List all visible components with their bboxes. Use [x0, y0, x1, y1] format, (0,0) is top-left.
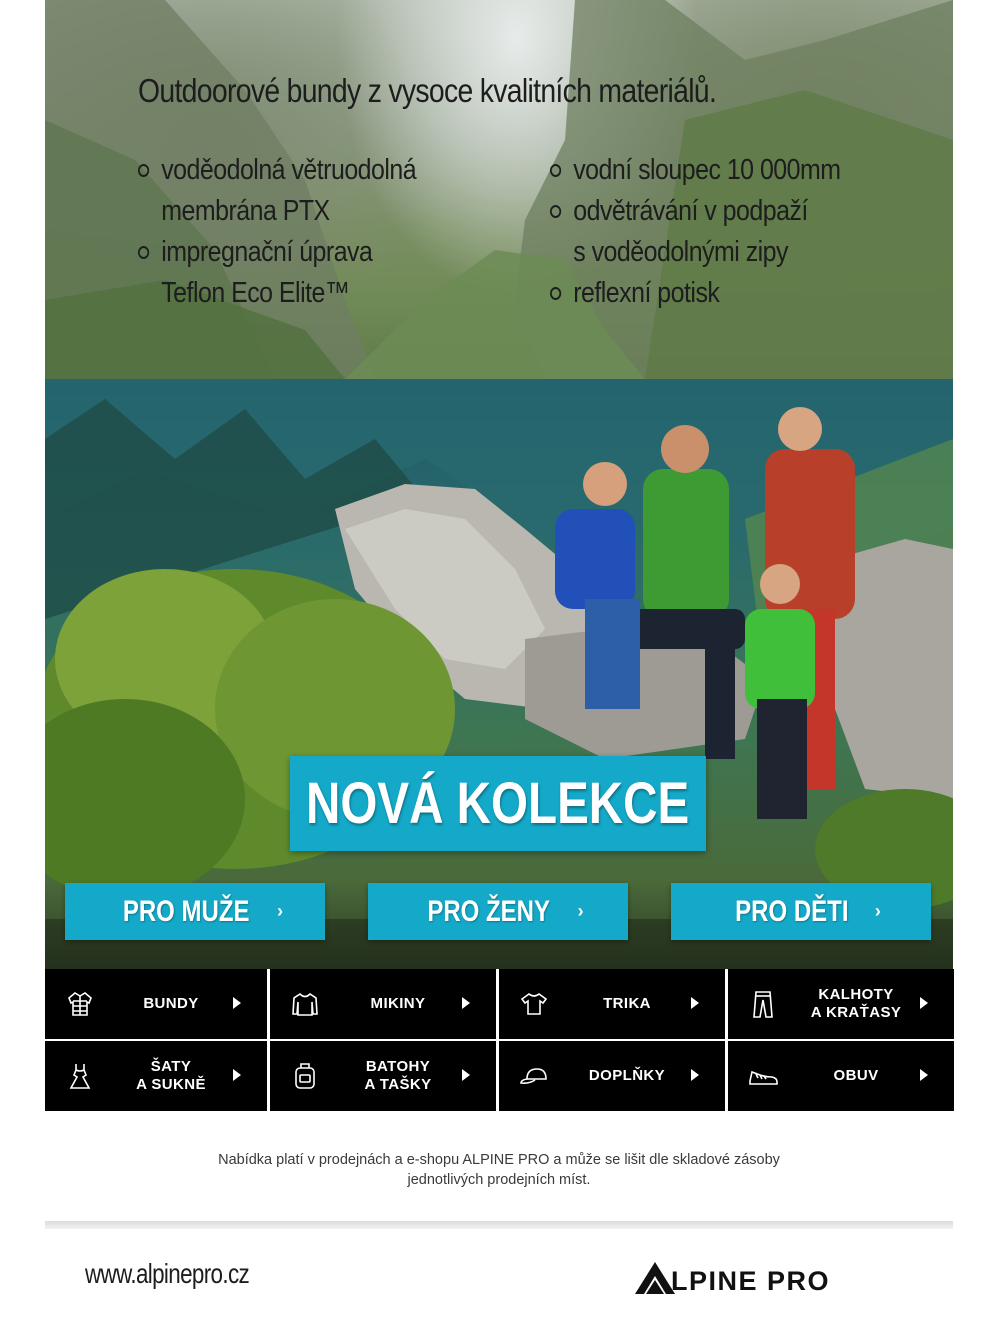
category-sweatshirts[interactable] [270, 969, 496, 1039]
category-label: OBUV [833, 1067, 879, 1084]
category-footwear[interactable] [728, 1041, 954, 1111]
cta-women-button[interactable] [368, 883, 628, 940]
category-dresses-skirts[interactable] [45, 1041, 267, 1111]
chevron-right-icon: › [874, 901, 881, 921]
shoe-icon [748, 1061, 778, 1091]
feature-item [550, 150, 841, 191]
alpine-pro-logo[interactable] [635, 1258, 920, 1298]
family-hiking-photo [45, 379, 953, 969]
feature-line: membrána PTX [161, 195, 330, 227]
category-label: BATOHY A TAŠKY [364, 1058, 432, 1093]
disclaimer-line: Nabídka platí v prodejnách a e-shopu ALPINE PRO a může se lišit dle skladové zásoby [218, 1152, 780, 1168]
feature-item [550, 191, 841, 273]
cta-label: PRO ŽENY [427, 894, 551, 928]
chevron-right-icon: › [277, 901, 284, 921]
feature-list-right [550, 150, 888, 314]
pants-icon [748, 989, 778, 1019]
new-collection-banner [290, 756, 706, 851]
sweatshirt-icon [290, 989, 320, 1019]
footer-divider [45, 1221, 953, 1229]
feature-line: vodní sloupec 10 000mm [573, 154, 841, 186]
hero-features-section [45, 0, 953, 379]
feature-line: s voděodolnými zipy [573, 236, 788, 268]
category-label: TRIKA [603, 995, 651, 1012]
category-backpacks-bags[interactable] [270, 1041, 496, 1111]
feature-line: odvětrávání v podpaží [573, 195, 808, 227]
caret-right-icon [462, 1069, 470, 1081]
chevron-right-icon: › [577, 901, 584, 921]
category-accessories[interactable] [499, 1041, 725, 1111]
new-collection-title: NOVÁ KOLEKCE [306, 771, 690, 836]
feature-item [550, 273, 841, 314]
category-label: DOPLŇKY [588, 1067, 666, 1084]
category-label: KALHOTY A KRAŤASY [810, 986, 902, 1021]
caret-right-icon [462, 997, 470, 1009]
category-tshirts[interactable] [499, 969, 725, 1039]
cta-men-button[interactable] [65, 883, 325, 940]
dress-icon [65, 1061, 95, 1091]
category-label: MIKINY [370, 995, 426, 1012]
feature-line: Teflon Eco Elite™ [161, 277, 350, 309]
feature-list-left [138, 150, 461, 314]
category-pants-shorts[interactable] [728, 969, 954, 1039]
caret-right-icon [920, 997, 928, 1009]
offer-disclaimer [45, 1150, 953, 1194]
category-label: BUNDY [143, 995, 199, 1012]
tshirt-icon [519, 989, 549, 1019]
caret-right-icon [691, 1069, 699, 1081]
website-link[interactable]: www.alpinepro.cz [85, 1258, 250, 1289]
caret-right-icon [920, 1069, 928, 1081]
caret-right-icon [233, 997, 241, 1009]
cta-kids-button[interactable] [671, 883, 931, 940]
disclaimer-line: jednotlivých prodejních míst. [407, 1172, 591, 1188]
jacket-icon [65, 989, 95, 1019]
hero-headline: Outdoorové bundy z vysoce kvalitních materiálů. [138, 72, 717, 109]
feature-item [138, 150, 416, 232]
category-jackets[interactable] [45, 969, 267, 1039]
caret-right-icon [691, 997, 699, 1009]
logo-wordmark: LPINE PRO [671, 1266, 831, 1296]
category-grid [45, 969, 953, 1111]
caret-right-icon [233, 1069, 241, 1081]
backpack-icon [290, 1061, 320, 1091]
feature-item [138, 232, 416, 314]
feature-line: impregnační úprava [161, 236, 373, 268]
feature-line: reflexní potisk [573, 277, 720, 309]
cap-icon [519, 1061, 549, 1091]
cta-label: PRO DĚTI [735, 894, 849, 928]
cta-label: PRO MUŽE [122, 894, 250, 928]
category-label: ŠATY A SUKNĚ [136, 1058, 206, 1093]
collection-hero-section [45, 379, 953, 969]
feature-line: voděodolná větruodolná [161, 154, 417, 186]
